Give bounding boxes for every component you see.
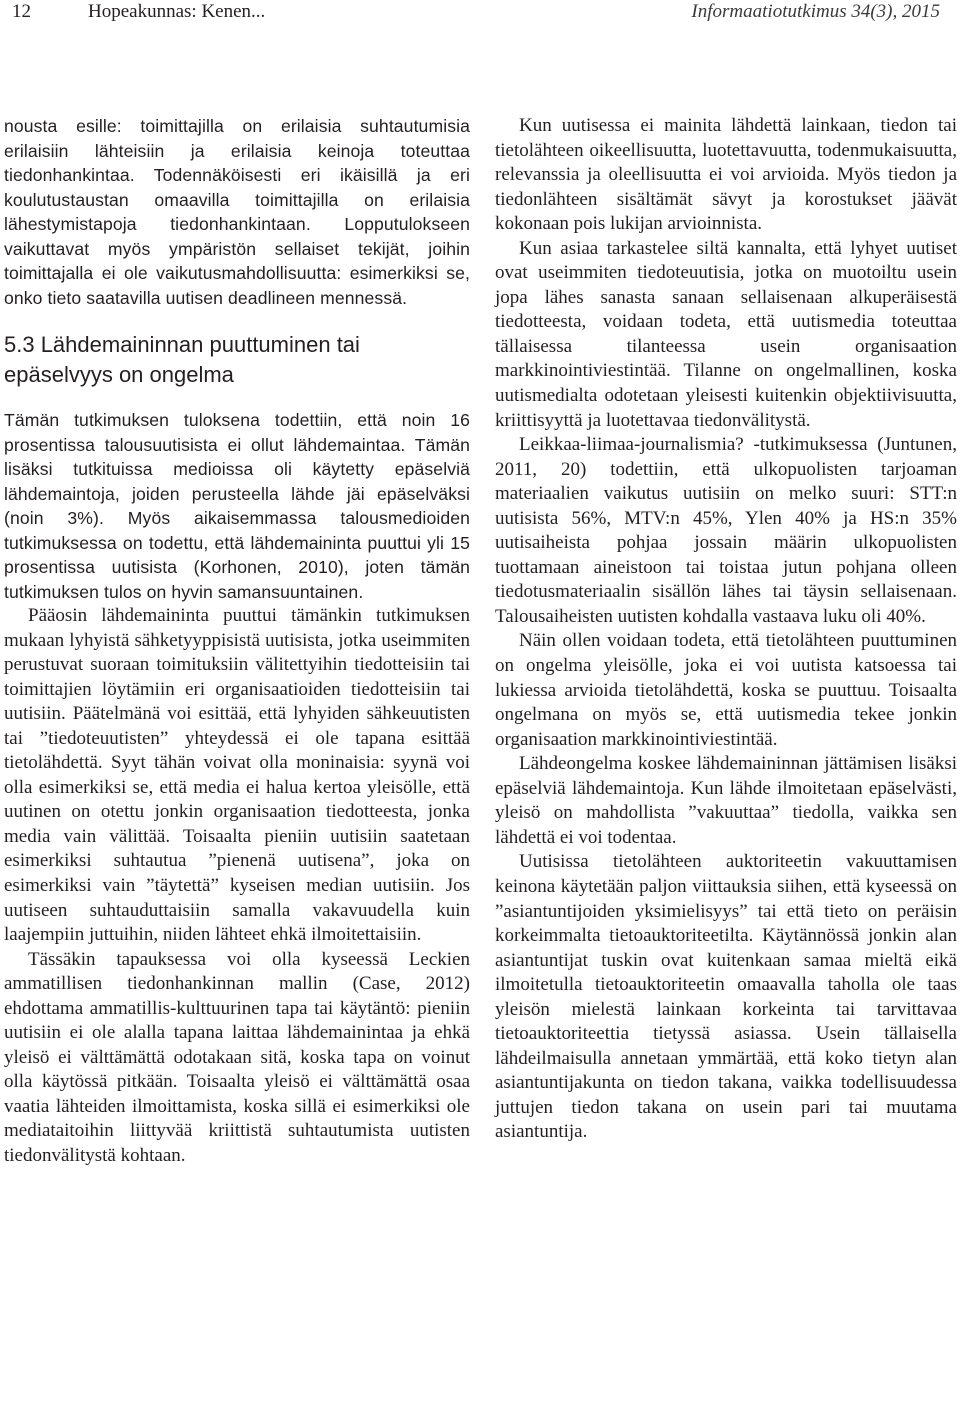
right-column: [495, 114, 957, 1145]
body-paragraph: Näin ollen voidaan todeta, että tietolähteen puuttuminen on ongelma yleisölle, joka ei voi uutista katsoessa tai lukiessa arvioida tietolähdettä, koska se puuttuu. Toisaalta ongelmana on myös se, että uutismedia tekee jonkin organisaation markkinointiviestintää.: [495, 630, 957, 750]
body-paragraph: Lähdeongelma koskee lähdemaininnan jättämisen lisäksi epäselviä lähdemaintoja. Kun lähde ilmoitetaan epäselvästi, yleisö on mahdollista ”vakuuttaa” tiedolla, vaikka sen lähdettä ei voi todentaa.: [495, 753, 957, 848]
section-heading: 5.3 Lähdemaininnan puuttuminen tai epäselvyys on ongelma: [4, 332, 360, 387]
body-paragraph: Tämän tutkimuksen tuloksena todettiin, että noin 16 prosentissa talousuutisista ei ollut lähdemaintaa. Tämän lisäksi tutkituissa medioissa oli käytetty epäselviä lähdemaintoja, joiden perusteella lähde jäi epäselväksi (noin 3%). Myös aikaisemmassa talousmedioiden tutkimuksessa on todettu, että lähdemaininta puuttui yli 15 prosentissa uutisista (Korhonen, 2010), joten tämän tutkimuksen tulos on hyvin samansuuntainen.: [4, 410, 470, 602]
journal-name: Informaatiotutkimus 34(3), 2015: [691, 1, 940, 22]
body-paragraph: Leikkaa-liimaa-journalismia? -tutkimuksessa (Juntunen, 2011, 20) todettiin, että ulkopuolisten tarjoaman materiaalien vaikutus uutisiin on melko suuri: STT:n uutisista 56%, MTV:n 45%, Ylen 40% ja HS:n 35% uutisaiheista pohjaa jossain määrin ulkopuolisten tuottamaan aineistoon tai toistaa jutun pohjana olleen tiedotusmateriaalin sisällön lähes tai täysin sellaisenaan. Talousaiheisten uutisten kohdalla vastaava luku oli 40%.: [495, 434, 957, 627]
body-paragraph: Kun asiaa tarkastelee siltä kannalta, että lyhyet uutiset ovat useimmiten tiedoteuutisia, jotka on muotoiltu usein jopa lähes sanasta sanaan sellaisenaan alkuperäisestä tiedotteesta, voidaan todeta, että uutismedia toteuttaa tällaisessa tilanteessa usein organisaation markkinointiviestintää. Tilanne on ongelmallinen, koska uutismedialta odotetaan yleisesti kuitenkin objektiivisuutta, kriittisyyttä ja luotettavaa tiedonvälitystä.: [495, 237, 957, 431]
body-paragraph: Kun uutisessa ei mainita lähdettä lainkaan, tiedon tai tietolähteen oikeellisuutta, luotettavuutta, todenmukaisuutta, relevanssia ja oleellisuutta ei voi arvioida. Myös tiedon ja tiedonlähteen sisältämät sävyt ja korostukset jäävät kokonaan pois lukijan arvioinnista.: [495, 115, 957, 235]
body-paragraph: Pääosin lähdemaininta puuttui tämänkin tutkimuksen mukaan lyhyistä sähketyyppisistä uutisista, jotka useimmiten perustuvat suoraan toimituksiin välitettyihin tiedotteisiin tai toimittajien löytämiin eri organisaatioiden tiedotteisiin tai uutisiin. Päätelmänä voi esittää, että lyhyiden sähkeuutisten tai ”tiedoteuutisten” yhteydessä ei ole tapana esittää tietolähdettä. Syyt tähän voivat olla moninaisia: syynä voi olla esimerkiksi se, että media ei halua kertoa yleisölle, että uutinen on otettu jonkin organisaation tiedotteesta, jonka media vain välittää. Toisaalta pieniin uutisiin saatetaan esimerkiksi suhtautua ”pienenä uutisena”, joka on esimerkiksi vain ”täytettä” kyseisen median uutisiin. Jos uutiseen suhtauduttaisiin samalla vakavuudella kuin laajempiin juttuihin, niiden lähteet ehkä ilmoitettaisiin.: [4, 605, 470, 946]
body-paragraph: Uutisissa tietolähteen auktoriteetin vakuuttamisen keinona käytetään paljon viittauksia siihen, että kyseessä on ”asiantuntijoiden yksimielisyys” tai että tieto on peräisin korkeimmalta tietoauktoriteetilta. Käytännössä jonkin alan asiantuntijat tuskin ovat kuitenkaan samaa mieltä eikä ilmoitetulla tietoauktoriteetin omaavalla taholla ole taas yleisön mielestä lainkaan korkeinta tai tarvittavaa tietoauktoriteettia tietyssä asiassa. Usein tällaisella lähdeilmaisulla annetaan ymmärtää, että koko tietyn alan asiantuntijakunta on tiedon takana, vaikka todellisuudessa juttujen tiedon takana on usein pari tai muutama asiantuntija.: [495, 851, 957, 1143]
running-title: Hopeakunnas: Kenen...: [88, 1, 266, 22]
intro-block: [4, 114, 470, 310]
left-column: [4, 114, 470, 1169]
page-number: 12: [12, 1, 31, 22]
section-lead: [4, 408, 470, 604]
body-paragraph: Tässäkin tapauksessa voi olla kyseessä Leckien ammatillisen tiedonhankinnan mallin (Case, 2012) ehdottama ammatillis-kulttuurinen tapa tai käytäntö: pieniin uutisiin ei ole alalla tapana laittaa lähdemainintaa ja ehkä yleisö ei välttämättä odotakaan sitä, koska tapa on voinut olla käytössä pitkään. Toisaalta yleisö ei välttämättä osaa vaatia lähteiden ilmoittamista, koska sillä ei esimerkiksi ole mediataitoihin liittyvää kriittistä suhtautumista uutisten tiedonvälitystä kohtaan.: [4, 948, 470, 1167]
intro-paragraph: nousta esille: toimittajilla on erilaisia suhtautumisia erilaisiin lähteisiin ja erilaisia keinoja toteuttaa tiedonhankintaa. Todennäköisesti eri ikäisillä ja eri koulutustaustan omaavilla toimittajilla on erilaisia lähestymistapoja tiedonhankintaan. Lopputulokseen vaikuttavat myös ympäristön sellaiset tekijät, joihin toimittajalla ei ole vaikutusmahdollisuutta: esimerkiksi se, onko tieto saatavilla uutisen deadlineen mennessä.: [4, 116, 470, 308]
page-header: [0, 0, 960, 30]
